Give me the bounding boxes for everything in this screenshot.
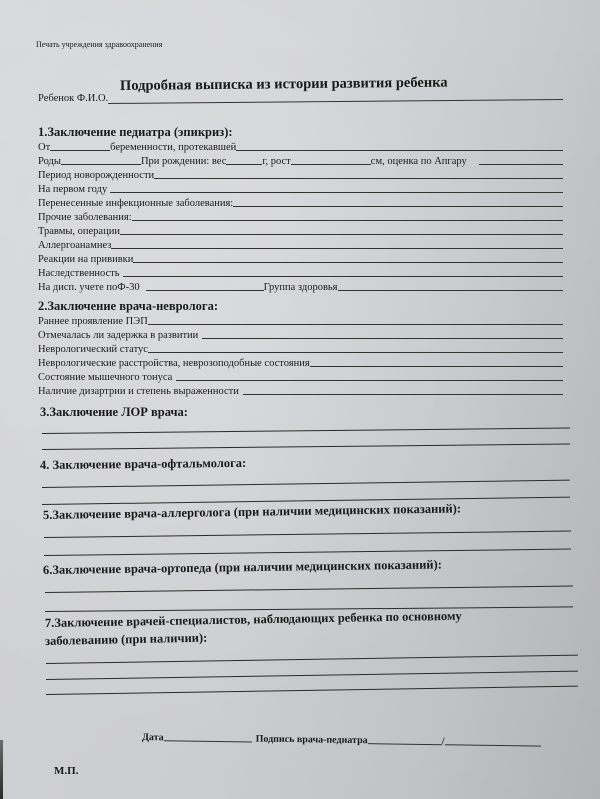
pep-field[interactable] (148, 314, 563, 325)
document-title: Подробная выписка из истории развития ребенка (119, 74, 448, 94)
allergist-line-2[interactable] (44, 549, 571, 556)
child-name-label: Ребенок Ф.И.О. (38, 93, 109, 104)
field-label: Состояние мышечного тонуса (38, 372, 173, 383)
from-label: От (38, 142, 51, 153)
field-row (38, 251, 563, 265)
field-label: Раннее проявление ПЭП (38, 316, 148, 327)
field-label: Реакции на прививки (38, 254, 134, 265)
specialists-line-2[interactable] (46, 671, 578, 680)
section7-heading-line2: заболеванию (при наличии): (44, 630, 208, 648)
allergist-line-1[interactable] (44, 531, 571, 538)
signature-row (142, 730, 541, 749)
pregnancy-label: беременности, протекавшей (110, 142, 237, 153)
pregnancy-number-field[interactable] (50, 140, 110, 151)
births-label: Роды (38, 156, 61, 167)
section5-heading: 5.Заключение врача-аллерголога (при наличии медицинских показаний): (42, 501, 462, 522)
height-field[interactable] (291, 154, 371, 165)
signature-separator: / (441, 736, 445, 748)
signature-name-field[interactable] (441, 734, 540, 748)
ent-conclusion-line-2[interactable] (42, 443, 570, 450)
child-name-row (38, 90, 563, 104)
field-row (38, 313, 563, 327)
field-row (38, 383, 563, 397)
field-label: На первом году (38, 184, 108, 195)
field-row (38, 181, 563, 195)
date-field[interactable] (164, 730, 252, 742)
field-row (38, 327, 563, 341)
field-row (38, 237, 563, 251)
field-label: Аллергоанамнез (38, 240, 112, 251)
muscle-tone-field[interactable] (176, 370, 563, 381)
seal-label: М.П. (54, 765, 79, 777)
field-row (38, 355, 563, 369)
paper-edge-shadow (0, 740, 3, 799)
stamp-label: Печать учреждения здравоохранения (36, 40, 163, 49)
section7-heading-line1: 7.Заключение врачей-специалистов, наблюдающих ребенка по основному (44, 608, 462, 630)
section1-heading: 1.Заключение педиатра (эпикриз): (38, 125, 233, 139)
vaccine-reactions-field[interactable] (133, 252, 563, 263)
field-label: Неврологические расстройства, неврозоподобные состояния (38, 358, 310, 369)
height-label: г, рост (262, 156, 291, 167)
ophthalmologist-line-1[interactable] (42, 480, 570, 488)
births-field[interactable] (61, 154, 141, 165)
field-label: Наличие дизартрии и степень выраженности (38, 386, 239, 397)
field-row (38, 369, 563, 383)
field-label: Период новорожденности (38, 170, 155, 181)
field-row (38, 195, 563, 209)
health-group-field[interactable] (338, 280, 563, 291)
section4-heading: 4. Заключение врача-офтальмолога: (39, 455, 247, 472)
field-label: Прочие заболевания: (38, 212, 132, 223)
weight-label: При рождении: вес (140, 156, 227, 167)
development-delay-field[interactable] (202, 328, 563, 339)
section2-heading: 2.Заключение врача-невролога: (38, 299, 218, 313)
section6-heading: 6.Заключение врача-ортопеда (при наличии медицинских показаний): (42, 557, 442, 577)
dispensary-label: На дисп. учете поФ-30 (38, 282, 140, 293)
ent-conclusion-line-1[interactable] (42, 427, 570, 434)
dispensary-row (38, 279, 563, 293)
neurological-disorders-field[interactable] (310, 356, 563, 367)
field-row (38, 209, 563, 223)
field-row (38, 265, 563, 279)
child-name-field[interactable] (108, 89, 563, 104)
field-row (38, 341, 563, 355)
dispensary-field[interactable] (146, 280, 264, 291)
orthopedist-line-1[interactable] (45, 586, 573, 593)
newborn-period-field[interactable] (154, 168, 563, 179)
neurological-status-field[interactable] (148, 342, 563, 353)
dysarthria-field[interactable] (243, 384, 563, 395)
field-label: Травмы, операции (38, 226, 120, 237)
pregnancy-row (38, 139, 563, 153)
allergy-history-field[interactable] (111, 238, 563, 249)
signature-field[interactable] (368, 733, 442, 745)
other-diseases-field[interactable] (132, 210, 563, 221)
pregnancy-course-field[interactable] (236, 140, 563, 151)
signature-label: Подпись врача-педиатра (255, 733, 368, 747)
health-group-label: Группа здоровья (263, 282, 338, 293)
injuries-field[interactable] (120, 224, 563, 235)
weight-field[interactable] (226, 154, 262, 165)
apgar-field[interactable] (479, 154, 563, 165)
field-label: Наследственность (38, 268, 120, 279)
field-row (38, 167, 563, 181)
field-label: Отмечалась ли задержка в развитии (38, 330, 199, 341)
section3-heading: 3.Заключение ЛОР врача: (40, 405, 188, 419)
field-label: Неврологический статус (38, 344, 148, 355)
birth-row (38, 153, 563, 167)
first-year-field[interactable] (110, 182, 563, 193)
field-row (38, 223, 563, 237)
specialists-line-1[interactable] (46, 655, 578, 664)
heredity-field[interactable] (123, 266, 563, 277)
date-label: Дата (141, 732, 164, 744)
specialists-line-3[interactable] (46, 686, 578, 695)
infectious-diseases-field[interactable] (233, 196, 563, 207)
field-label: Перенесенные инфекционные заболевания: (38, 198, 234, 209)
apgar-label: см, оценка по Апгару (370, 156, 467, 167)
